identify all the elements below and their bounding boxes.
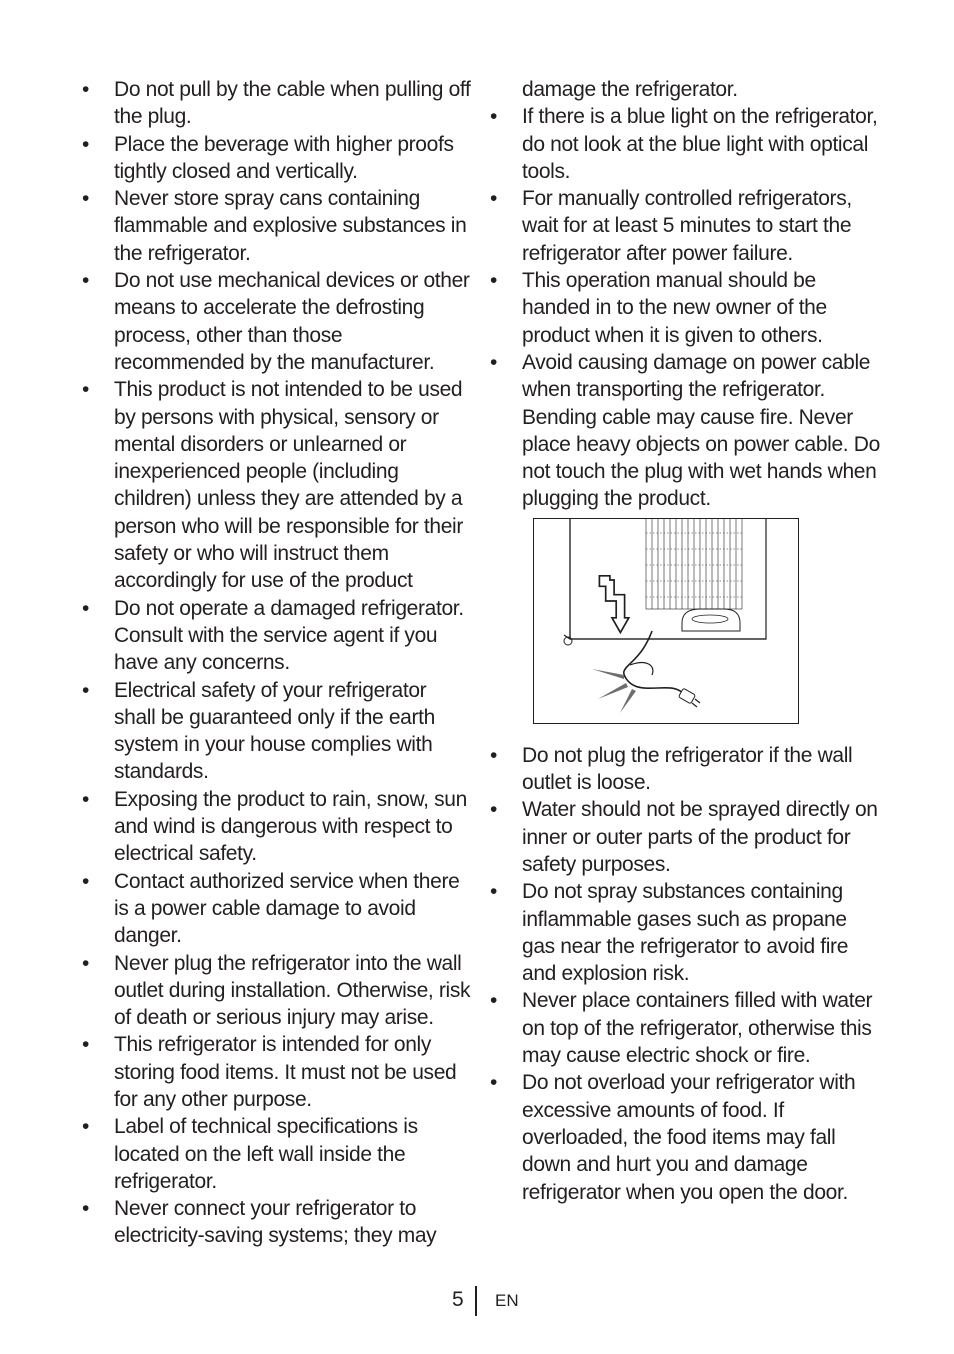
bullet: • [490, 1071, 498, 1095]
language-code: EN [495, 1291, 519, 1310]
list-item: • This product is not intended to be used by persons with physical, sensory or mental disorders or unlearned or inexperienced people (including children) unless they are attended by a person who will be responsible for their safety or who will instruct them accordingly for use of the product [82, 378, 464, 593]
list-item: • Water should not be sprayed directly on inner or outer parts of the product for safety purposes. [490, 798, 878, 876]
list-item: • Electrical safety of your refrigerator shall be guaranteed only if the earth system in your house complies with standards. [82, 678, 435, 784]
list-item: • Do not spray substances containing inflammable gases such as propane gas near the refrigerator to avoid fire and explosion risk. [490, 880, 849, 986]
refrigerator-cable-illustration-icon [534, 519, 798, 723]
list-item: • For manually controlled refrigerators, wait for at least 5 minutes to start the refrigerator after power failure. [490, 187, 852, 265]
list-item: • Do not operate a damaged refrigerator. Consult with the service agent if you have any concerns. [82, 596, 464, 675]
list-item: • Label of technical specifications is located on the left wall inside the refrigerator. [82, 1115, 418, 1193]
bullet: • [82, 596, 90, 620]
bullet: • [82, 1033, 90, 1057]
bullet: • [82, 1197, 90, 1221]
bullet: • [490, 798, 498, 822]
list-item: • If there is a blue light on the refrigerator, do not look at the blue light with optical tools. [490, 105, 878, 183]
bullet: • [490, 743, 498, 767]
continued-text: damage the refrigerator. [522, 78, 738, 101]
list-item: • Avoid causing damage on power cable when transporting the refrigerator. Bending cable may cause fire. Never place heavy objects on power cable. Do not touch the plug with wet hands when plugging the product. [490, 350, 880, 511]
right-safety-list-bottom [490, 742, 882, 1206]
footer-divider [475, 1286, 477, 1316]
list-item: • Contact authorized service when there is a power cable damage to avoid danger. [82, 869, 460, 948]
list-item: • Never plug the refrigerator into the wall outlet during installation. Otherwise, risk of death or serious injury may arise. [82, 951, 471, 1030]
bullet: • [490, 105, 498, 129]
list-item: • This refrigerator is intended for only storing food items. It must not be used for any other purpose. [82, 1033, 457, 1111]
list-item: • Exposing the product to rain, snow, sun and wind is dangerous with respect to electrical safety. [82, 787, 467, 866]
left-safety-list [82, 76, 472, 1250]
bullet: • [82, 951, 90, 975]
bullet: • [82, 678, 90, 702]
left-column [82, 76, 472, 1250]
list-item: • Place the beverage with higher proofs tightly closed and vertically. [82, 132, 454, 183]
bullet: • [82, 1115, 90, 1139]
list-item: • Do not pull by the cable when pulling off the plug. [82, 78, 471, 129]
bullet: • [490, 269, 498, 293]
bullet: • [490, 989, 498, 1013]
list-item: • Never store spray cans containing flammable and explosive substances in the refrigerator. [82, 187, 467, 265]
list-item: • This operation manual should be handed in to the new owner of the product when it is given to others. [490, 269, 827, 347]
bullet: • [82, 787, 90, 811]
bullet: • [82, 269, 90, 293]
bullet: • [490, 880, 498, 904]
list-item: • Never place containers filled with water on top of the refrigerator, otherwise this may cause electric shock or fire. [490, 989, 873, 1068]
bullet: • [82, 78, 90, 101]
right-safety-list-top [490, 103, 882, 512]
bullet: • [82, 378, 90, 402]
page-number: 5 [452, 1288, 464, 1311]
list-item: • Do not overload your refrigerator with excessive amounts of food. If overloaded, the food items may fall down and hurt you and damage refrigerator when you open the door. [490, 1071, 856, 1204]
bullet: • [490, 187, 498, 211]
bullet: • [490, 350, 498, 374]
list-item: • Do not use mechanical devices or other means to accelerate the defrosting process, other than those recommended by the manufacturer. [82, 269, 470, 374]
list-item: • Do not plug the refrigerator if the wall outlet is loose. [490, 743, 853, 795]
power-cable-warning-figure [533, 518, 799, 724]
bullet: • [82, 187, 90, 211]
bullet: • [82, 132, 90, 156]
list-item: • Never connect your refrigerator to electricity-saving systems; they may [82, 1197, 437, 1248]
right-column [490, 76, 882, 1206]
bullet: • [82, 869, 90, 893]
